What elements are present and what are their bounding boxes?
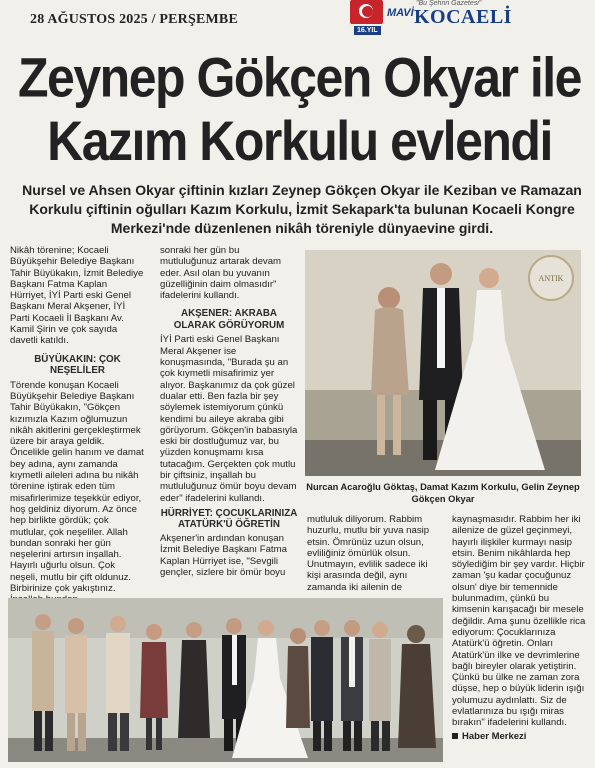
col2-top: sonraki her gün bu mutluluğunuz artarak devam eder. Asıl olan bu yuvanın güzelliğinin daim olmasıdır" ifadelerini kullandı.	[160, 245, 282, 302]
flag-icon	[350, 0, 383, 24]
group-photo-illustration	[8, 598, 443, 762]
col2-end: Akşener'in ardından konuşan İzmit Belediye Başkanı Fatma Kaplan Hürriyet ise, "Sevgili gençler, sizlere bir ömür boyu	[160, 532, 287, 578]
logo-slogan: "Bu Şehrin Gazetesi"	[416, 0, 482, 7]
backdrop-logo-text: ANTIK	[538, 274, 564, 283]
photo-caption: Nurcan Acaroğlu Göktaş, Damat Kazım Korkulu, Gelin Zeynep Gökçen Okyar	[306, 482, 580, 504]
group-photo	[8, 598, 443, 762]
couple-photo	[305, 250, 581, 476]
col1-body: Törende konuşan Kocaeli Büyükşehir Belediye Başkanı Tahir Büyükakın, "Gökçen kızımızla Kazım oğlumuzun nikâh akitlerini gerçekleştirmek üzere bir araya geldik. Öncelikle gelin hanım ve damat bey adına, aynı zamanda kıymetli aileleri adına bu nikâh törenine iştirak eden tüm misafirlerimize teşekkür ediyor, hoş geldiniz diyorum. Az önce hep birlikte gördük; çok mutlular, çok neşeliler. Allah bundan sonraki her gün neşelerini artırsın inşallah. Hayırlı uğurlu olsun. Çok neşeli, mutlu bir çift oldunuz. Birbirinize çok yakıştınız.	[10, 379, 144, 595]
subhead-aksener: AKŞENER: AKRABA OLARAK GÖRÜYORUM	[173, 308, 285, 331]
headline: Zeynep Gökçen Okyar ile Kazım Korkulu evlendi	[18, 46, 581, 173]
col4-body: kaynaşmasıdır. Rabbim her iki ailenize de güzel geçinmeyi, hayırlı ilişkiler kurmayı nasip etsin. Benim nikâhlarda hep söylediğim bir şey vardır. Hiçbir zaman 'şu kadar çocuğunuz olsun' diye bir temennide bulunmadım, çünkü bu kimsenin karışacağı bir mesele değildir. Ama şunu özellikle rica ediyorum: Çocuklarınıza Atatürk'ü öğretin. Onları Atatürk'ün ilke ve devrimlerine bağlı bireyler olarak yetiştirin. Çünkü bu ülke ne zaman zora düşse, hep o büyük liderin ışığı yolumuzu aydınlattı. Siz de evlatlarınıza bu ışığı miras bırakın" ifadelerini kullandı.	[452, 514, 586, 729]
newspaper-logo	[350, 0, 526, 38]
logo-year-badge: 16.YIL	[354, 26, 381, 35]
col3-body: mutluluk diliyorum. Rabbim huzurlu, mutlu bir yuva nasip etsin. Ömrünüz uzun olsun, evliliğiniz ömürlük olsun. Unutmayın, evlilik sadece iki kişi arasında değil, aynı zamanda iki ailenin de	[307, 514, 430, 593]
column-3	[307, 514, 442, 593]
column-2	[160, 245, 298, 578]
column-4	[452, 514, 588, 742]
logo-main-text: KOCAELİ	[414, 6, 512, 28]
subhead-hurriyet: HÜRRİYET: ÇOCUKLARINIZA ATATÜRK'Ü ÖĞRETİN	[160, 507, 298, 531]
subhead-buyukakin: BÜYÜKAKIN: ÇOK NEŞELİLER	[34, 353, 121, 377]
col2-body: İYİ Parti eski Genel Başkanı Meral Akşener ise konuşmasında, "Burada şu an çok kıymetli misafirimiz yer alıyor. Başkanımız da çok güzel dualar etti. Ben fazla bir şey söylemek istemiyorum çünkü kendimi bu aileye akraba gibi görüyorum. Gökçen'in babasıyla eski bir dostluğumuz var, bu yüzden konuşmamı kısa tutacağım. Gerçekten çok mutlu bir çiftsiniz, inşallah bu mutluluğunuz ömür boyu devam eder" ifadelerini kullandı.	[160, 334, 298, 504]
column-1	[10, 245, 145, 606]
couple-photo-illustration	[305, 250, 581, 476]
author-byline: Haber Merkezi	[452, 731, 588, 742]
col1-intro: Nikâh törenine; Kocaeli Büyükşehir Belediye Başkanı Tahir Büyükakın, İzmit Belediye Başkanı Fatma Kaplan Hürriyet, İYİ Parti eski Genel Başkanı Meral Akşener, İYİ Parti Kocaeli İl Başkanı Av. Kamil Şirin ve çok sayıda davetli katıldı.	[10, 245, 144, 347]
deck: Nursel ve Ahsen Okyar çiftinin kızları Zeynep Gökçen Okyar ile Keziban ve Ramazan Korkulu çiftinin oğulları Kazım Korkulu, İzmit Sekapark'ta bulunan Kocaeli Kongre Merkezi'nde düzenlenen nikâh töreniyle dünyaevine girdi.	[22, 182, 582, 236]
logo-small-text: MAVİ	[387, 7, 414, 19]
dateline: 28 AĞUSTOS 2025 / PERŞEMBE	[30, 12, 238, 27]
